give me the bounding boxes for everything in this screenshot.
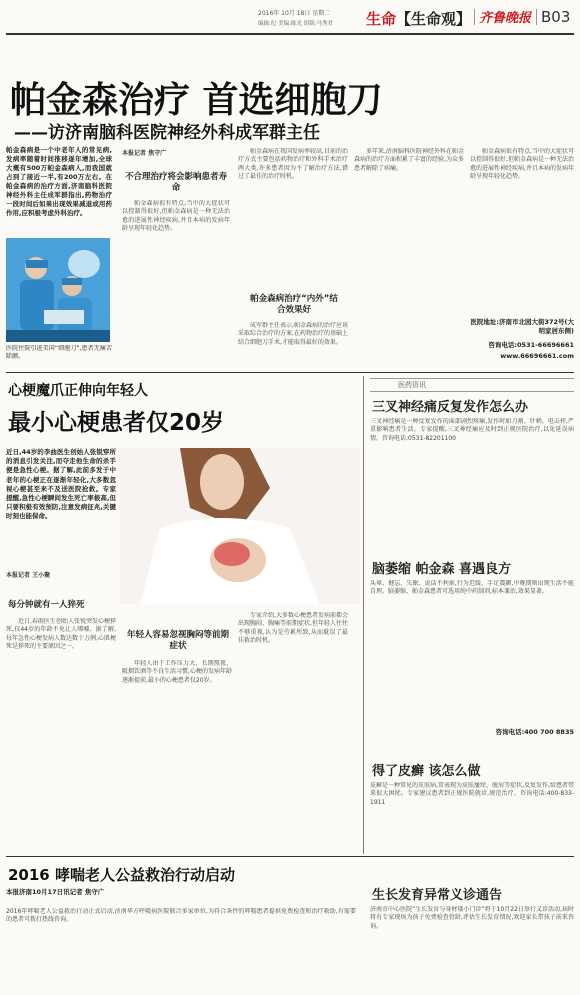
masthead-rule [6,33,574,35]
heart-title: 最小心梗患者仅20岁 [8,410,225,436]
section-sub: 【生命观】 [396,10,472,28]
lead-body-col3 [354,148,464,366]
lead-body-col2-text: 帕金森病在我国发病率较高,目前的治疗方式主要包括药物治疗和外科手术治疗两大类,许多患者因为不了解治疗方法,错过了最佳的治疗时机。 [238,148,348,181]
masthead-divider [474,9,475,25]
page-number: B03 [541,8,571,26]
heart-byline: 本报记者 王小聚 [6,572,51,579]
event-top-rule [6,856,574,857]
chest-pain-woman-icon [120,448,360,604]
lead-body-col4 [470,148,574,298]
lead-intro [6,146,112,236]
section-main: 生命 [366,10,397,28]
event-body: 2016年哮喘老人公益救治行动正式启动,济南华方呼吸病医院联合多家单位,为符合条件的哮喘患者提供免费检查和治疗救助,有需要的患者可拨打热线咨询。 [6,908,356,924]
heart-intro-text: 近日,44岁的李曲医生创始人张锐穿所的消息引发关注,而夺走他生命的杀手便是急性心梗。据了解,此前多发于中老年的心梗正在逐渐年轻化,大多数忽视心梗甚至来不及送医院抢救。专家提醒,急性心梗瞬间发生死亡率极高,但只要积极有效预防,注意发病征兆,关键时刻也能保命。 [6,448,116,521]
lead-title: 帕金森治疗 首选细胞刀 [10,79,383,121]
lead-byline: 本报记者 焦守广 [122,150,167,157]
heart-sub-head-1: 每分钟就有一人猝死 [8,600,85,610]
lead-body-col2b [238,322,348,366]
lead-bottom-rule [6,372,574,373]
heart-body-col1-text: 近日,春雨医生创始人张锐突发心梗猝死,仅44岁的年龄不免让人唏嘘。据了解,每年急性心梗发病人数达数十万例,心肌梗死是猝死的主要原因之一。 [6,618,116,651]
heart-body-col1 [6,618,116,848]
heart-intro [6,448,116,560]
sidebar-item-body-3: 济南市中心医院“生长发育与身材矮小门诊”将于10月22日举行义诊活动,届时将有专家现场为孩子免费检查骨龄,评估生长发育情况,欢迎家长带孩子前来咨询。 [370,906,574,930]
sidebar-item-title-3: 生长发育异常义诊通告 [372,888,503,903]
surgery-scene-icon [6,238,110,342]
hospital-website: www.66696661.com [500,352,574,360]
sidebar-item-body-2: 皮癣是一种常见的皮肤病,常表现为皮肤瘙痒、脱屑等症状,反复发作,给患者带来很大困扰。专家建议患者到正规医院就诊,规范治疗。咨询电话:400-833-1911 [370,782,574,806]
heart-body-col2-text: 年轻人由于工作压力大、长期熬夜、吸烟饮酒等不良生活习惯,心梗的发病年龄逐渐提前,最小的心梗患者仅20岁。 [122,660,232,684]
lead-sub-head-2: 帕金森病治疗“内外”结合效果好 [250,294,338,315]
heart-body-col3 [238,612,348,850]
lead-body-col1-text: 帕金森病很有特点,当中的大症状可以控制得很好,但帕金森病是一种无法治愈的进展性神经疾病,并且本病的发病年龄呈现年轻化趋势。 [122,200,230,233]
sidebar-item-title-1: 脑萎缩 帕金森 喜遇良方 [372,562,512,577]
heart-photo [120,448,360,604]
event-byline: 本报济南10月17日讯记者 焦守广 [6,888,105,896]
sidebar-divider [363,376,364,854]
section-title [366,8,471,29]
lead-body-col1 [122,200,230,366]
lead-photo-caption: 医院住院引进美国“细胞刀”,患者无痛苦除颤。 [6,345,112,360]
masthead-editor: 编辑:纪 美编:陈光 组版:马秀君 [258,21,334,27]
hospital-hotline: 咨询电话:0531-66696661 [488,341,574,349]
masthead-date: 2016年 10月 18日 星期二 [258,10,331,17]
masthead-divider-2 [536,9,537,25]
lead-body-col2 [238,148,348,286]
event-title: 2016 哮喘老人公益救治行动启动 [8,866,235,884]
sidebar-item-body-0: 三叉神经痛是一种反复发作的面部剧烈疼痛,发作时如刀割、针刺、电击样,严重影响患者生活。专家提醒,三叉神经痛应及时到正规医院治疗,以免延误病情。咨询电话:0531-82201100 [370,418,574,442]
sidebar-item-title-0: 三叉神经痛反复发作怎么办 [372,400,529,415]
lead-body-col2b-text: 成军群主任表示,帕金森病的治疗应该采取综合治疗的方案,在药物治疗的基础上结合细胞刀手术,才能取得最好的效果。 [238,322,348,346]
sidebar-column-label-text: 医药资讯 [394,380,430,390]
sidebar-item-title-2: 得了皮癣 该怎么做 [372,764,481,779]
lead-body-col3-text: 多年来,济南脑科医院神经外科在帕金森病的治疗方面积累了丰富的经验,为众多患者解除了病痛。 [354,148,464,172]
sidebar-item-body-1: 头晕、健忘、失眠、说话不利索,行为迟缓、手足震颤,中晚期则出现生活不能自理。脑萎缩、帕金森患者可选用纯中药制剂,标本兼治,效果显著。 [370,580,574,596]
heart-body-col2 [122,660,232,850]
sidebar-column-label [370,378,574,392]
heart-kicker: 心梗魔爪正伸向年轻人 [8,383,148,399]
lead-body-col4-text: 帕金森病很有特点,当中的大症状可以控制得很好,但帕金森病是一种无法治愈的进展性神经疾病,并且本病的发病年龄呈现年轻化趋势。 [470,148,574,181]
heart-body-col3-text: 专家介绍,大多数心梗患者发病前都会出现胸闷、胸痛等前期症状,但年轻人往往不够重视,认为是劳累所致,从而耽误了最佳救治时机。 [238,612,348,645]
heart-sub-head-2: 年轻人容易忽视胸闷等前期症状 [126,630,229,651]
lead-surgery-photo [6,238,110,342]
paper-logo: 齐鲁晚报 [479,11,532,26]
hospital-address: 医院地址:济南市北园大街372号(大明家居东侧) [470,318,574,335]
lead-intro-text: 帕金森病是一个中老年人的常见病,发病率随着时间推移逐年增加,全球大概有500万帕金森病人,而我国就占到了接近一半,有200万左右。在帕金森病的治疗方面,济南脑科医院神经外科主任成军群指出,药物治疗一段时间后如果出现效果减退或用药作用,应积极考虑外科治疗。 [6,146,112,217]
sidebar-item-phone-1: 咨询电话:400 700 8835 [495,728,574,736]
lead-subtitle: ——访济南脑科医院神经外科成军群主任 [14,123,320,143]
masthead [0,0,580,40]
lead-sub-head-1: 不合理治疗将会影响患者寿命 [124,172,227,193]
